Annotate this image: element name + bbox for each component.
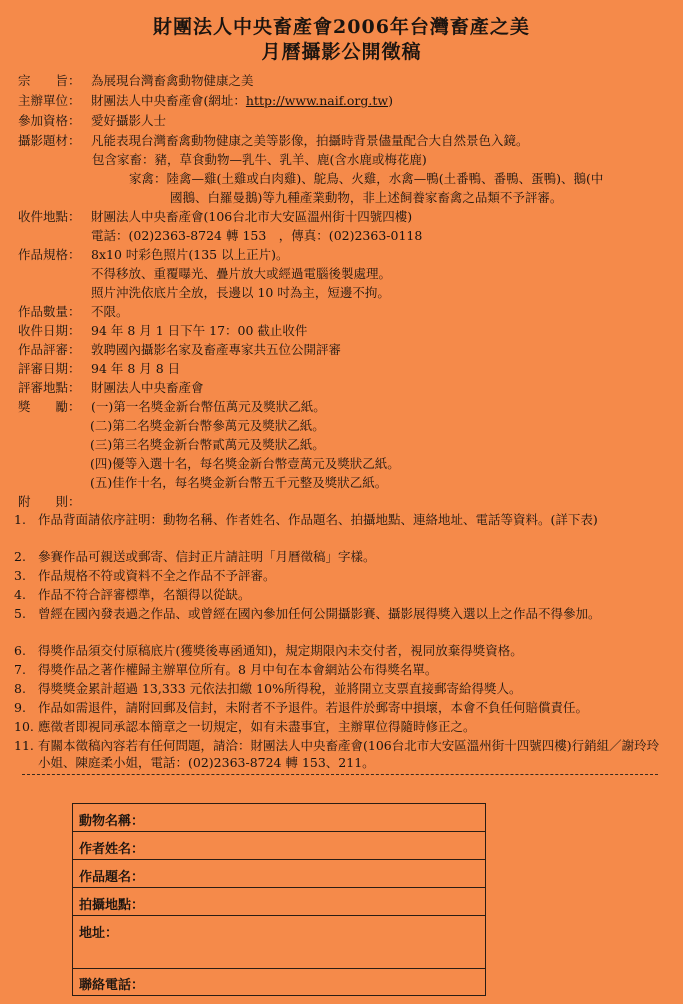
judging-row xyxy=(18,341,341,358)
subject-line-2: 包含家畜：豬，草食動物—乳牛、乳羊、鹿(含水鹿或梅花鹿) xyxy=(92,152,427,167)
author-name-label: 作者姓名： xyxy=(79,842,145,857)
quantity-row xyxy=(18,303,129,320)
page-subtitle: 月曆攝影公開徵稿 xyxy=(261,41,422,63)
award-item: (四)優等入選十名，每名獎金新台幣壹萬元及獎狀乙紙。 xyxy=(90,456,400,471)
form-row-phone[interactable] xyxy=(73,969,485,995)
rule-number: 6. xyxy=(14,643,26,658)
subject-line-4: 國鵝、白羅曼鵝)等九種產業動物，非上述飼養家畜禽之品類不予評審。 xyxy=(170,190,563,205)
form-row-address[interactable] xyxy=(73,916,485,969)
page-title: 財團法人中央畜產會2006年台灣畜產之美 xyxy=(153,16,530,38)
rule-item xyxy=(14,718,668,735)
form-row-animal[interactable] xyxy=(73,804,485,832)
organizer-value-prefix: 財團法人中央畜產會(網址： xyxy=(91,93,246,108)
rule-text: 作品規格不符或資料不全之作品不予評審。 xyxy=(38,568,276,583)
subject-line-1: 凡能表現台灣畜禽動物健康之美等影像，拍攝時背景儘量配合大自然景色入鏡。 xyxy=(91,133,529,148)
purpose-label: 宗 旨： xyxy=(18,73,81,88)
rule-text: 曾經在國內發表過之作品、或曾經在國內參加任何公開攝影賽、攝影展得獎入選以上之作品不得參加。 xyxy=(38,606,601,621)
rule-number: 7. xyxy=(14,662,26,677)
phone-field-label: 聯絡電話： xyxy=(79,978,145,993)
rule-text: 參賽作品可親送或郵寄、信封正片請註明「月曆徵稿」字樣。 xyxy=(38,549,376,564)
awards-label: 獎 勵： xyxy=(18,399,81,414)
rule-item xyxy=(14,680,668,697)
rule-text: 得獎作品須交付原稿底片(獲獎後專函通知)，規定期限內未交付者，視同放棄得獎資格。 xyxy=(38,643,523,658)
judge-date-value: 94 年 8 月 8 日 xyxy=(91,361,181,376)
judge-place-value: 財團法人中央畜產會 xyxy=(91,380,204,395)
form-row-title[interactable] xyxy=(73,860,485,888)
address-line-1: 財團法人中央畜產會(106台北市大安區溫州街十四號四樓) xyxy=(91,209,413,224)
rule-text: 得獎作品之著作權歸主辦單位所有。8 月中旬在本會網站公布得獎名單。 xyxy=(38,662,438,677)
rule-item xyxy=(14,605,668,622)
rule-number: 5. xyxy=(14,606,26,621)
rule-text: 有關本徵稿內容若有任何問題，請洽：財團法人中央畜產會(106台北市大安區溫州街十四號四樓)行銷組／謝玲玲小姐、陳庭柔小姐，電話：(02)2363-8724 轉 153、211。 xyxy=(38,738,660,770)
rule-item xyxy=(14,642,668,659)
deadline-label: 收件日期： xyxy=(18,323,81,338)
rules-label: 附 則： xyxy=(18,494,81,509)
eligibility-row xyxy=(18,112,166,129)
rule-item xyxy=(14,737,668,771)
address-row xyxy=(18,208,412,225)
judging-label: 作品評審： xyxy=(18,342,81,357)
rule-item xyxy=(14,586,668,603)
eligibility-value: 愛好攝影人士 xyxy=(91,113,167,128)
award-item: (三)第三名獎金新台幣貳萬元及獎狀乙紙。 xyxy=(90,437,325,452)
form-row-author[interactable] xyxy=(73,832,485,860)
rule-number: 3. xyxy=(14,568,26,583)
address-line-2: 電話：(02)2363-8724 轉 153 ，傳真：(02)2363-0118 xyxy=(91,228,423,243)
judging-value: 敦聘國內攝影名家及畜產專家共五位公開評審 xyxy=(91,342,342,357)
subject-label: 攝影題材： xyxy=(18,133,81,148)
purpose-row xyxy=(18,72,254,89)
rule-number: 11. xyxy=(14,738,34,753)
judge-place-row xyxy=(18,379,204,396)
rule-text: 得獎獎金累計超過 13,333 元依法扣繳 10%所得稅，並將開立支票直接郵寄給得獎人。 xyxy=(38,681,522,696)
entry-form-table xyxy=(72,803,486,996)
subject-row xyxy=(18,132,529,149)
rule-number: 9. xyxy=(14,700,26,715)
rule-text: 作品如需退件，請附回郵及信封，未附者不予退件。若退件於郵寄中損壞，本會不負任何賠償責任。 xyxy=(38,700,589,715)
judge-date-row xyxy=(18,360,180,377)
organizer-value-suffix: ) xyxy=(388,93,393,108)
shoot-location-label: 拍攝地點： xyxy=(79,898,145,913)
rule-item xyxy=(14,567,668,584)
purpose-value: 為展現台灣畜禽動物健康之美 xyxy=(91,73,254,88)
organizer-website-link[interactable]: http://www.naif.org.tw xyxy=(245,93,389,108)
rule-number: 2. xyxy=(14,549,26,564)
rule-number: 1. xyxy=(14,512,26,527)
quantity-label: 作品數量： xyxy=(18,304,81,319)
rule-number: 8. xyxy=(14,681,26,696)
spec-line-2: 不得移放、重覆曝光、疊片放大或經過電腦後製處理。 xyxy=(91,266,392,281)
awards-row xyxy=(18,398,326,415)
subject-line-3: 家禽：陸禽—雞(土雞或白肉雞)、鴕鳥、火雞，水禽—鴨(土番鴨、番鴨、蛋鴨)、鵝(中 xyxy=(129,171,604,186)
rule-item xyxy=(14,699,668,716)
award-item: (五)佳作十名，每名獎金新台幣五千元整及獎狀乙紙。 xyxy=(90,475,388,490)
eligibility-label: 參加資格： xyxy=(18,113,81,128)
address-label: 收件地點： xyxy=(18,209,81,224)
rules-heading xyxy=(18,493,91,510)
deadline-value: 94 年 8 月 1 日下午 17：00 截止收件 xyxy=(91,323,308,338)
rule-text: 作品背面請依序註明：動物名稱、作者姓名、作品題名、拍攝地點、連絡地址、電話等資料。(詳下表) xyxy=(38,512,598,527)
award-item: (二)第二名獎金新台幣參萬元及獎狀乙紙。 xyxy=(90,418,325,433)
judge-date-label: 評審日期： xyxy=(18,361,81,376)
work-title-label: 作品題名： xyxy=(79,870,145,885)
award-item: (一)第一名獎金新台幣伍萬元及獎狀乙紙。 xyxy=(91,399,326,414)
cut-line-divider xyxy=(22,774,658,775)
rule-text: 應徵者即視同承認本簡章之一切規定，如有未盡事宜，主辦單位得隨時修正之。 xyxy=(38,719,476,734)
animal-name-label: 動物名稱： xyxy=(79,814,145,829)
spec-label: 作品規格： xyxy=(18,247,81,262)
deadline-row xyxy=(18,322,307,339)
organizer-row xyxy=(18,92,393,109)
spec-line-3: 照片沖洗依底片全放，長邊以 10 吋為主，短邊不拘。 xyxy=(91,285,390,300)
rule-item xyxy=(14,511,668,528)
rule-text: 作品不符合評審標準，名額得以從缺。 xyxy=(38,587,251,602)
judge-place-label: 評審地點： xyxy=(18,380,81,395)
quantity-value: 不限。 xyxy=(91,304,129,319)
form-row-location[interactable] xyxy=(73,888,485,916)
spec-line-1: 8x10 吋彩色照片(135 以上正片)。 xyxy=(91,247,289,262)
rule-number: 10. xyxy=(14,719,34,734)
spec-row xyxy=(18,246,288,263)
rule-number: 4. xyxy=(14,587,26,602)
rule-item xyxy=(14,661,668,678)
rule-item xyxy=(14,548,668,565)
address-field-label: 地址： xyxy=(79,926,119,941)
organizer-label: 主辦單位： xyxy=(18,93,81,108)
